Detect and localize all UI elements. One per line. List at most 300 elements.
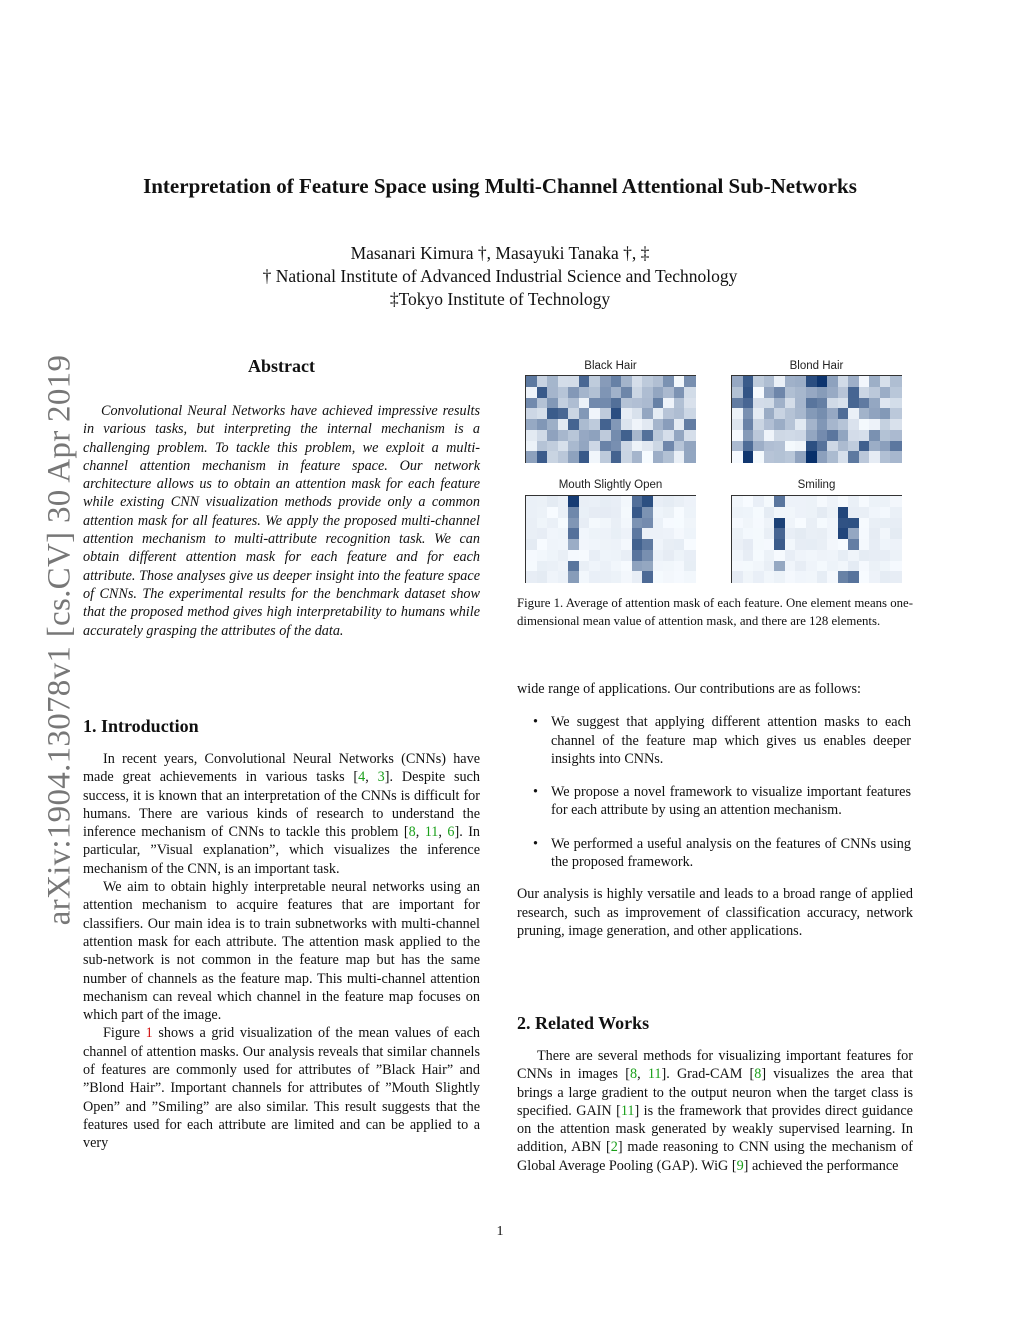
heatmap-cell <box>684 507 695 518</box>
heatmap-cell <box>848 451 859 462</box>
heatmap-cell <box>732 496 743 507</box>
heatmap-cell <box>526 496 537 507</box>
heatmap-cell <box>817 441 828 452</box>
heatmap-cell <box>890 408 901 419</box>
heatmap-cell <box>568 550 579 561</box>
heatmap-cell <box>795 550 806 561</box>
heatmap-cell <box>838 518 849 529</box>
heatmap-cell <box>869 408 880 419</box>
heatmap-cell <box>600 451 611 462</box>
heatmap-cell <box>579 496 590 507</box>
heatmap-cell <box>600 408 611 419</box>
heatmap-cell <box>764 496 775 507</box>
panel-title-smiling: Smiling <box>797 479 836 491</box>
heatmap-cell <box>611 561 622 572</box>
heatmap-cell <box>684 539 695 550</box>
heatmap-cell <box>806 419 817 430</box>
citation-link[interactable]: 6 <box>447 824 455 841</box>
heatmap-cell <box>838 387 849 398</box>
heatmap-cell <box>838 376 849 387</box>
heatmap-cell <box>743 550 754 561</box>
heatmap-cell <box>674 387 685 398</box>
heatmap-cell <box>632 571 643 582</box>
heatmap-cell <box>537 376 548 387</box>
citation-link[interactable]: 4 <box>358 769 366 786</box>
heatmap-cell <box>880 408 891 419</box>
heatmap-cell <box>827 419 838 430</box>
heatmap-cell <box>621 507 632 518</box>
heatmap-cell <box>653 528 664 539</box>
heatmap-cell <box>621 571 632 582</box>
heatmap-cell <box>880 528 891 539</box>
heatmap-cell <box>537 419 548 430</box>
heatmap-cell <box>611 398 622 409</box>
heatmap-cell <box>632 539 643 550</box>
heatmap-cell <box>663 507 674 518</box>
heatmap-cell <box>653 496 664 507</box>
heatmap-cell <box>785 561 796 572</box>
heatmap-cell <box>785 398 796 409</box>
heatmap-cell <box>732 571 743 582</box>
heatmap-cell <box>600 441 611 452</box>
heatmap-cell <box>589 398 600 409</box>
heatmap-cell <box>795 507 806 518</box>
heatmap-cell <box>785 550 796 561</box>
heatmap-cell <box>785 528 796 539</box>
heatmap-cell <box>621 430 632 441</box>
heatmap-cell <box>579 430 590 441</box>
heatmap-cell <box>827 387 838 398</box>
heatmap-cell <box>848 561 859 572</box>
heatmap-cell <box>568 496 579 507</box>
heatmap-cell <box>558 518 569 529</box>
heatmap-cell <box>806 451 817 462</box>
citation-link[interactable]: 3 <box>377 769 385 786</box>
citation-link[interactable]: 8 <box>408 824 416 841</box>
heatmap-cell <box>642 561 653 572</box>
heatmap-cell <box>674 441 685 452</box>
heatmap-cell <box>817 550 828 561</box>
heatmap-cell <box>642 496 653 507</box>
heatmap-cell <box>674 451 685 462</box>
heatmap-cell <box>880 571 891 582</box>
heatmap-cell <box>526 561 537 572</box>
citation-link[interactable]: 11 <box>620 1102 635 1119</box>
heatmap-cell <box>579 441 590 452</box>
heatmap-cell <box>890 507 901 518</box>
heatmap-cell <box>642 528 653 539</box>
heatmap-cell <box>632 561 643 572</box>
heatmap-cell <box>785 376 796 387</box>
heatmap-cell <box>621 451 632 462</box>
heatmap-cell <box>663 387 674 398</box>
heatmap-cell <box>817 451 828 462</box>
heatmap-cell <box>743 451 754 462</box>
citation-link[interactable]: 8 <box>754 1066 762 1083</box>
heatmap-cell <box>589 561 600 572</box>
heatmap-cell <box>684 398 695 409</box>
heatmap-cell <box>732 441 743 452</box>
heatmap-cell <box>568 528 579 539</box>
right-column-body <box>517 680 913 940</box>
heatmap-cell <box>663 451 674 462</box>
heatmap-cell <box>642 507 653 518</box>
heatmap-cell <box>611 430 622 441</box>
heatmap-cell <box>632 419 643 430</box>
heatmap-cell <box>890 451 901 462</box>
heatmap-cell <box>764 518 775 529</box>
heatmap-cell <box>579 387 590 398</box>
heatmap-cell <box>890 561 901 572</box>
heatmap-cell <box>547 550 558 561</box>
heatmap-cell <box>743 398 754 409</box>
heatmap-cell <box>806 518 817 529</box>
heatmap-cell <box>859 451 870 462</box>
heatmap-cell <box>579 376 590 387</box>
citation-link[interactable]: 11 <box>647 1066 662 1083</box>
heatmap-cell <box>869 528 880 539</box>
heatmap-cell <box>611 376 622 387</box>
heatmap-cell <box>547 496 558 507</box>
heatmap-cell <box>817 496 828 507</box>
heatmap-cell <box>774 441 785 452</box>
heatmap-cell <box>558 451 569 462</box>
heatmap-cell <box>859 561 870 572</box>
heatmap-cell <box>817 528 828 539</box>
heatmap-cell <box>663 496 674 507</box>
heatmap-cell <box>785 518 796 529</box>
heatmap-cell <box>579 419 590 430</box>
heatmap-cell <box>827 398 838 409</box>
heatmap-cell <box>827 376 838 387</box>
heatmap-cell <box>674 419 685 430</box>
heatmap-cell <box>848 419 859 430</box>
heatmap-cell <box>764 539 775 550</box>
heatmap-cell <box>653 430 664 441</box>
heatmap-cell <box>817 571 828 582</box>
heatmap-cell <box>774 539 785 550</box>
heatmap-cell <box>537 398 548 409</box>
heatmap-cell <box>600 550 611 561</box>
heatmap-cell <box>621 441 632 452</box>
heatmap-cell <box>774 518 785 529</box>
heatmap-cell <box>785 419 796 430</box>
heatmap-cell <box>764 387 775 398</box>
heatmap-cell <box>890 518 901 529</box>
heatmap-blond-hair <box>731 375 902 463</box>
heatmap-cell <box>663 528 674 539</box>
heatmap-cell <box>674 408 685 419</box>
abstract-text: Convolutional Neural Networks have achieved impressive results in various tasks, but interpreting the internal mechanism is a challenging problem. To tackle this problem, we exploit a multi-channel attention mechanism in feature space. Our network architecture allows us to obtain an attention mask for each feature while existing CNN visualization methods provide only a common attention mask for all features. We apply the proposed multi-channel attention mechanism to multi-attribute recognition task. We can obtain different attention mask for each feature and for each attribute. Those analyses give us deeper insight into the feature space of CNNs. The experimental results for the benchmark dataset show that the proposed method gives high interpretability to humans while accurately grasping the attributes of the data. <box>83 403 480 639</box>
heatmap-cell <box>663 539 674 550</box>
heatmap-cell <box>827 496 838 507</box>
heatmap-cell <box>611 408 622 419</box>
heatmap-cell <box>653 376 664 387</box>
heatmap-cell <box>558 398 569 409</box>
heatmap-cell <box>674 430 685 441</box>
heatmap-cell <box>653 507 664 518</box>
heatmap-cell <box>817 376 828 387</box>
heatmap-cell <box>890 430 901 441</box>
heatmap-cell <box>869 419 880 430</box>
heatmap-black-hair <box>525 375 696 463</box>
heatmap-cell <box>890 550 901 561</box>
heatmap-cell <box>663 441 674 452</box>
heatmap-cell <box>795 451 806 462</box>
heatmap-cell <box>684 408 695 419</box>
heatmap-cell <box>632 451 643 462</box>
heatmap-cell <box>663 408 674 419</box>
heatmap-cell <box>859 539 870 550</box>
heatmap-cell <box>684 518 695 529</box>
heatmap-cell <box>806 398 817 409</box>
continuation-paragraph: wide range of applications. Our contributions are as follows: <box>517 681 861 697</box>
heatmap-cell <box>838 561 849 572</box>
heatmap-cell <box>537 539 548 550</box>
heatmap-cell <box>632 507 643 518</box>
heatmap-cell <box>880 518 891 529</box>
heatmap-cell <box>795 539 806 550</box>
heatmap-cell <box>806 387 817 398</box>
heatmap-cell <box>827 430 838 441</box>
heatmap-cell <box>684 571 695 582</box>
heatmap-cell <box>684 561 695 572</box>
heatmap-cell <box>568 376 579 387</box>
heatmap-cell <box>785 430 796 441</box>
affiliation-2: ‡Tokyo Institute of Technology <box>389 289 611 309</box>
heatmap-cell <box>827 518 838 529</box>
heatmap-cell <box>547 518 558 529</box>
heatmap-cell <box>785 408 796 419</box>
heatmap-cell <box>547 507 558 518</box>
heatmap-cell <box>806 496 817 507</box>
heatmap-cell <box>743 430 754 441</box>
heatmap-cell <box>859 387 870 398</box>
heatmap-cell <box>526 376 537 387</box>
heatmap-cell <box>785 571 796 582</box>
heatmap-cell <box>743 561 754 572</box>
heatmap-cell <box>632 441 643 452</box>
heatmap-cell <box>642 419 653 430</box>
introduction-body <box>83 750 480 1153</box>
heatmap-cell <box>589 387 600 398</box>
heatmap-cell <box>869 571 880 582</box>
heatmap-cell <box>848 376 859 387</box>
heatmap-cell <box>880 441 891 452</box>
heatmap-cell <box>674 571 685 582</box>
heatmap-cell <box>764 398 775 409</box>
heatmap-cell <box>611 387 622 398</box>
heatmap-cell <box>817 398 828 409</box>
heatmap-cell <box>806 528 817 539</box>
heatmap-cell <box>600 398 611 409</box>
heatmap-cell <box>547 539 558 550</box>
heatmap-cell <box>568 561 579 572</box>
heatmap-cell <box>869 451 880 462</box>
heatmap-cell <box>674 518 685 529</box>
citation-link[interactable]: 9 <box>736 1157 744 1174</box>
heatmap-cell <box>537 430 548 441</box>
heatmap-cell <box>795 376 806 387</box>
intro-paragraph-1: In recent years, Convolutional Neural Networks (CNNs) have made great achievements in various tasks [4, 3]. Despite such success, it is known that an interpretation of the CNNs is difficult for humans. There are various kinds of research to understand the inference mechanism of CNNs to tackle this problem [8, 11, 6]. In particular, ”Visual explanation”, which visualizes the inference mechanism of the CNN, is an important task. <box>83 751 481 877</box>
heatmap-cell <box>526 518 537 529</box>
heatmap-cell <box>880 550 891 561</box>
heatmap-cell <box>611 451 622 462</box>
heatmap-cell <box>674 376 685 387</box>
heatmap-cell <box>817 539 828 550</box>
heatmap-cell <box>589 408 600 419</box>
heatmap-cell <box>653 518 664 529</box>
affiliation-1: † National Institute of Advanced Industrial Science and Technology <box>262 266 738 286</box>
heatmap-cell <box>753 496 764 507</box>
heatmap-cell <box>817 430 828 441</box>
heatmap-cell <box>663 550 674 561</box>
citation-link[interactable]: 8 <box>629 1066 638 1083</box>
heatmap-cell <box>743 539 754 550</box>
heatmap-cell <box>753 561 764 572</box>
heatmap-cell <box>547 561 558 572</box>
heatmap-cell <box>827 561 838 572</box>
heatmap-cell <box>806 430 817 441</box>
heatmap-cell <box>537 507 548 518</box>
heatmap-cell <box>663 561 674 572</box>
heatmap-cell <box>632 408 643 419</box>
heatmap-cell <box>838 507 849 518</box>
heatmap-cell <box>611 518 622 529</box>
heatmap-cell <box>880 430 891 441</box>
heatmap-cell <box>753 518 764 529</box>
heatmap-cell <box>795 561 806 572</box>
heatmap-cell <box>579 451 590 462</box>
heatmap-cell <box>795 571 806 582</box>
heatmap-cell <box>785 496 796 507</box>
heatmap-cell <box>848 528 859 539</box>
heatmap-cell <box>743 408 754 419</box>
heatmap-cell <box>817 419 828 430</box>
heatmap-cell <box>558 419 569 430</box>
paper-title: Interpretation of Feature Space using Multi-Channel Attentional Sub-Networks <box>143 174 857 198</box>
heatmap-cell <box>579 507 590 518</box>
heatmap-cell <box>684 430 695 441</box>
heatmap-cell <box>684 419 695 430</box>
heatmap-cell <box>568 408 579 419</box>
heatmap-cell <box>600 518 611 529</box>
heatmap-cell <box>537 518 548 529</box>
heatmap-cell <box>642 550 653 561</box>
heatmap-cell <box>764 408 775 419</box>
heatmap-cell <box>753 571 764 582</box>
heatmap-cell <box>684 550 695 561</box>
heatmap-cell <box>589 430 600 441</box>
heatmap-cell <box>859 507 870 518</box>
heatmap-cell <box>547 571 558 582</box>
heatmap-cell <box>611 571 622 582</box>
intro-paragraph-3: Figure 1 shows a grid visualization of the mean values of each channel of attention masks. Our analysis reveals that similar channels of features are commonly used for attributes of ”Black Hair” and ”Blond Hair”. Important channels for attributes of ”Mouth Slightly Open” and ”Smiling” are also similar. This result suggests that the features used for each attribute are limited and can be applied to a very <box>83 1025 481 1152</box>
heatmap-cell <box>621 561 632 572</box>
heatmap-cell <box>859 441 870 452</box>
heatmap-cell <box>526 430 537 441</box>
heatmap-cell <box>653 451 664 462</box>
author-block <box>0 242 1000 311</box>
heatmap-cell <box>558 528 569 539</box>
arxiv-stamp: arXiv:1904.13078v1 [cs.CV] 30 Apr 2019 <box>41 354 78 926</box>
heatmap-cell <box>653 387 664 398</box>
heatmap-cell <box>579 539 590 550</box>
heatmap-cell <box>611 528 622 539</box>
heatmap-cell <box>732 550 743 561</box>
heatmap-cell <box>880 539 891 550</box>
heatmap-cell <box>642 518 653 529</box>
author-names: Masanari Kimura †, Masayuki Tanaka †, ‡ <box>350 243 650 263</box>
heatmap-cell <box>526 507 537 518</box>
heatmap-cell <box>827 528 838 539</box>
heatmap-cell <box>663 571 674 582</box>
heatmap-cell <box>869 507 880 518</box>
heatmap-cell <box>880 561 891 572</box>
heatmap-cell <box>537 571 548 582</box>
heatmap-cell <box>674 398 685 409</box>
heatmap-cell <box>806 441 817 452</box>
heatmap-cell <box>684 441 695 452</box>
heatmap-cell <box>632 387 643 398</box>
heatmap-cell <box>753 451 764 462</box>
heatmap-cell <box>589 451 600 462</box>
analysis-paragraph: Our analysis is highly versatile and leads to a broad range of applied research, such as improvement of classification accuracy, network pruning, image generation, and other applications. <box>517 886 913 939</box>
heatmap-cell <box>537 441 548 452</box>
heatmap-cell <box>817 507 828 518</box>
heatmap-cell <box>859 518 870 529</box>
heatmap-cell <box>547 430 558 441</box>
heatmap-cell <box>568 387 579 398</box>
heatmap-cell <box>632 518 643 529</box>
heatmap-cell <box>732 419 743 430</box>
heatmap-cell <box>579 528 590 539</box>
heatmap-cell <box>764 507 775 518</box>
citation-link[interactable]: 11 <box>424 824 439 841</box>
heatmap-cell <box>642 408 653 419</box>
heatmap-cell <box>684 387 695 398</box>
figure-reference-link[interactable]: 1 <box>145 1025 153 1042</box>
citation-link[interactable]: 2 <box>610 1139 618 1156</box>
heatmap-cell <box>774 430 785 441</box>
heatmap-cell <box>663 430 674 441</box>
page-number: 1 <box>496 1224 504 1239</box>
heatmap-cell <box>732 387 743 398</box>
heatmap-cell <box>568 430 579 441</box>
heatmap-cell <box>653 550 664 561</box>
heatmap-cell <box>869 539 880 550</box>
heatmap-cell <box>642 441 653 452</box>
heatmap-cell <box>621 496 632 507</box>
heatmap-cell <box>653 398 664 409</box>
heatmap-cell <box>558 408 569 419</box>
heatmap-cell <box>558 496 569 507</box>
heatmap-cell <box>642 571 653 582</box>
heatmap-cell <box>568 518 579 529</box>
heatmap-cell <box>753 539 764 550</box>
heatmap-cell <box>537 387 548 398</box>
heatmap-mouth-slightly-open <box>525 495 696 583</box>
introduction-heading: 1. Introduction <box>83 716 199 736</box>
heatmap-cell <box>795 430 806 441</box>
heatmap-cell <box>795 441 806 452</box>
heatmap-cell <box>674 496 685 507</box>
heatmap-cell <box>848 550 859 561</box>
heatmap-cell <box>526 571 537 582</box>
heatmap-cell <box>589 550 600 561</box>
heatmap-cell <box>753 550 764 561</box>
heatmap-cell <box>621 518 632 529</box>
